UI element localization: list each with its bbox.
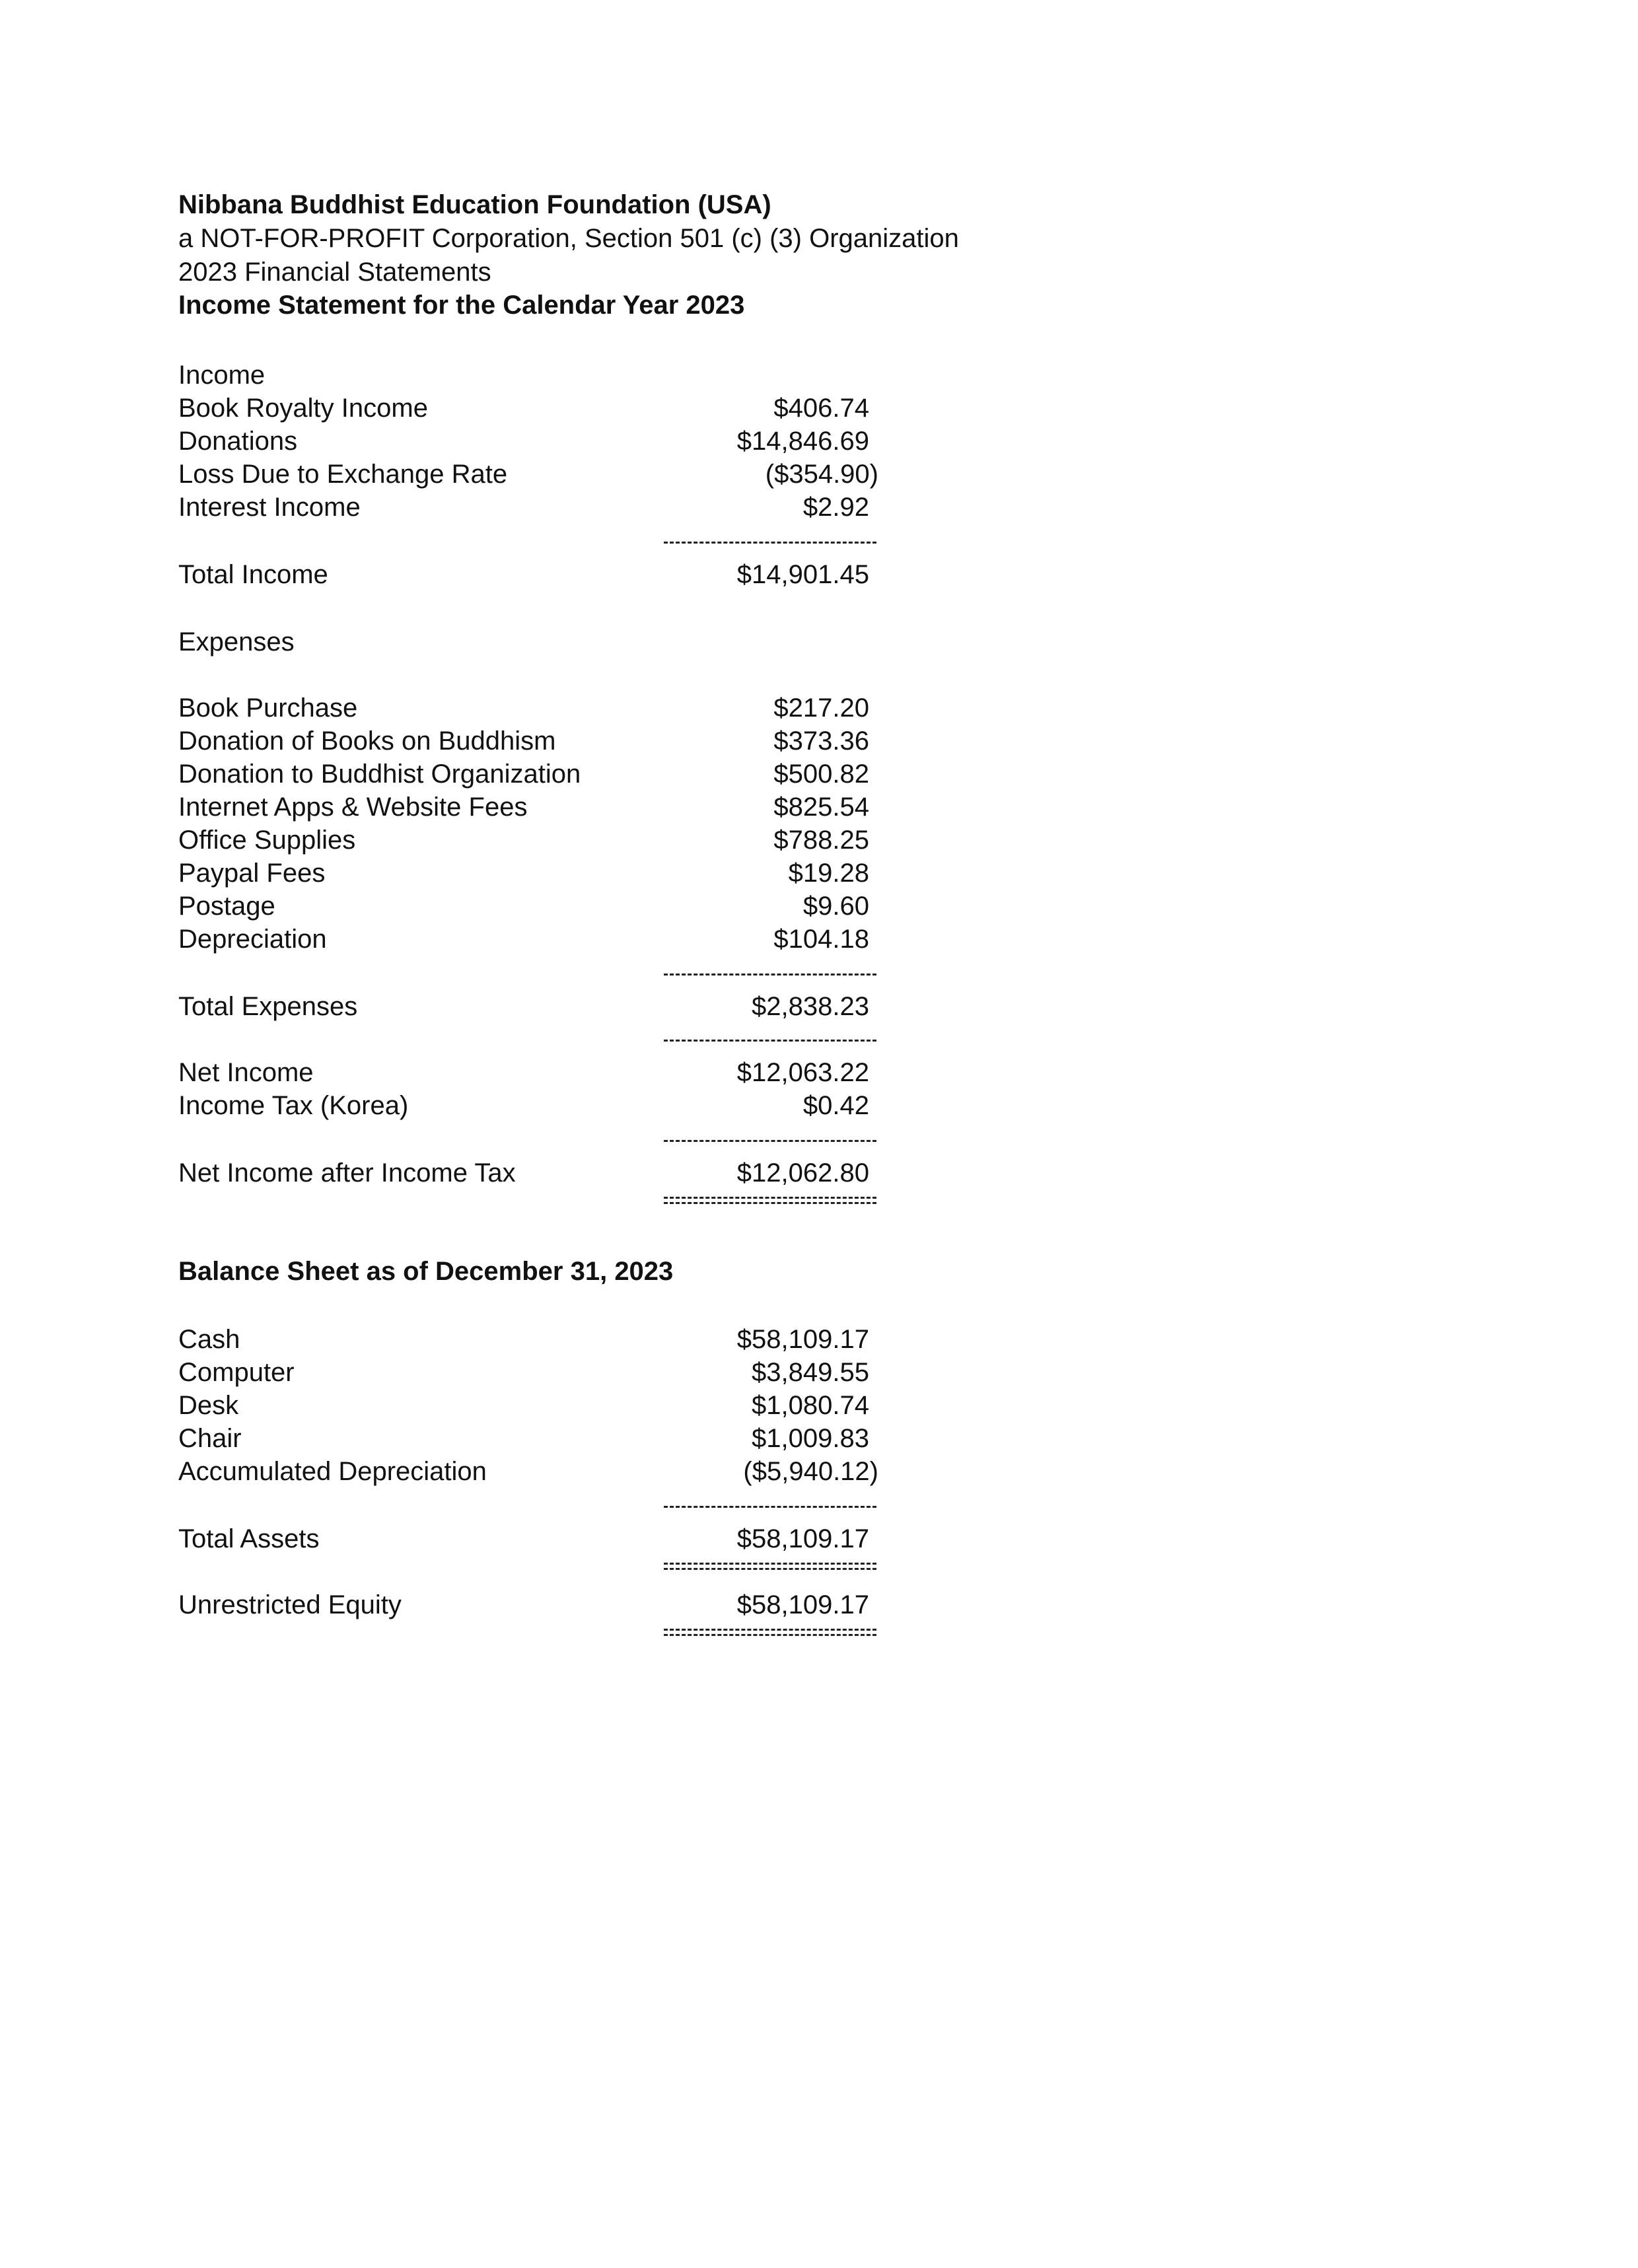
income-tax-row bbox=[178, 1089, 878, 1122]
income-row bbox=[178, 425, 878, 458]
row-label: Income Tax (Korea) bbox=[178, 1091, 409, 1120]
row-amount: $19.28 bbox=[788, 859, 869, 888]
row-amount: $104.18 bbox=[773, 925, 869, 954]
row-amount: $3,849.55 bbox=[752, 1358, 869, 1387]
unrestricted-equity-row bbox=[178, 1588, 878, 1621]
row-label: Paypal Fees bbox=[178, 859, 326, 888]
row-amount: $1,009.83 bbox=[752, 1424, 869, 1453]
row-amount: $0.42 bbox=[802, 1091, 869, 1120]
row-label: Chair bbox=[178, 1424, 242, 1453]
expense-row bbox=[178, 691, 878, 725]
row-amount: $2,838.23 bbox=[752, 992, 869, 1021]
row-label: Internet Apps & Website Fees bbox=[178, 793, 528, 822]
income-row bbox=[178, 392, 878, 425]
row-label: Depreciation bbox=[178, 925, 327, 954]
balance-row bbox=[178, 1422, 878, 1455]
row-label: Book Purchase bbox=[178, 693, 358, 723]
balance-row bbox=[178, 1323, 878, 1356]
row-label: Total Assets bbox=[178, 1524, 320, 1553]
total-assets-row bbox=[178, 1522, 878, 1555]
expense-row bbox=[178, 923, 878, 956]
row-label: Book Royalty Income bbox=[178, 394, 428, 423]
row-label: Interest Income bbox=[178, 493, 361, 522]
row-amount: ($5,940.12) bbox=[743, 1457, 878, 1486]
expense-row bbox=[178, 824, 878, 857]
row-label: Total Income bbox=[178, 560, 328, 589]
row-amount: $217.20 bbox=[773, 693, 869, 723]
row-amount: $12,062.80 bbox=[736, 1158, 869, 1187]
expense-row bbox=[178, 725, 878, 758]
expenses-heading: Expenses bbox=[178, 627, 295, 656]
row-amount: $58,109.17 bbox=[736, 1325, 869, 1354]
net-income-after-tax-row bbox=[178, 1156, 878, 1189]
row-amount: $406.74 bbox=[773, 394, 869, 423]
total-expenses-row bbox=[178, 990, 878, 1023]
subtotal-rule bbox=[664, 1032, 876, 1047]
row-amount: $788.25 bbox=[773, 826, 869, 855]
balance-sheet-title: Balance Sheet as of December 31, 2023 bbox=[178, 1257, 674, 1286]
row-amount: ($354.90) bbox=[765, 460, 878, 489]
row-label: Office Supplies bbox=[178, 826, 356, 855]
row-label: Net Income bbox=[178, 1058, 314, 1087]
row-amount: $12,063.22 bbox=[736, 1058, 869, 1087]
subtotal-rule bbox=[664, 966, 876, 981]
double-total-rule bbox=[664, 1193, 876, 1209]
income-heading: Income bbox=[178, 361, 266, 390]
row-label: Total Expenses bbox=[178, 992, 358, 1021]
double-total-rule bbox=[664, 1625, 876, 1641]
double-total-rule bbox=[664, 1559, 876, 1575]
expense-row bbox=[178, 890, 878, 923]
row-amount: $373.36 bbox=[773, 726, 869, 756]
total-income-row bbox=[178, 558, 878, 591]
org-type: a NOT-FOR-PROFIT Corporation, Section 501 (c) (3) Organization bbox=[178, 224, 959, 253]
row-label: Net Income after Income Tax bbox=[178, 1158, 516, 1187]
row-amount: $1,080.74 bbox=[752, 1391, 869, 1420]
row-amount: $14,901.45 bbox=[736, 560, 869, 589]
row-label: Donations bbox=[178, 427, 298, 456]
doc-title: 2023 Financial Statements bbox=[178, 258, 491, 287]
row-label: Cash bbox=[178, 1325, 240, 1354]
subtotal-rule bbox=[664, 1498, 876, 1514]
balance-row bbox=[178, 1389, 878, 1422]
subtotal-rule bbox=[664, 1132, 876, 1148]
row-label: Loss Due to Exchange Rate bbox=[178, 460, 508, 489]
row-amount: $58,109.17 bbox=[736, 1590, 869, 1619]
income-row bbox=[178, 458, 878, 491]
row-amount: $58,109.17 bbox=[736, 1524, 869, 1553]
row-amount: $825.54 bbox=[773, 793, 869, 822]
row-label: Accumulated Depreciation bbox=[178, 1457, 487, 1486]
row-amount: $2.92 bbox=[802, 493, 869, 522]
org-name: Nibbana Buddhist Education Foundation (USA) bbox=[178, 190, 771, 219]
row-amount: $500.82 bbox=[773, 760, 869, 789]
balance-row bbox=[178, 1455, 878, 1488]
row-label: Computer bbox=[178, 1358, 295, 1387]
row-label: Postage bbox=[178, 892, 275, 921]
income-statement-title: Income Statement for the Calendar Year 2023 bbox=[178, 291, 745, 320]
subtotal-rule bbox=[664, 534, 876, 549]
row-label: Donation to Buddhist Organization bbox=[178, 760, 581, 789]
row-label: Unrestricted Equity bbox=[178, 1590, 402, 1619]
balance-row bbox=[178, 1356, 878, 1389]
income-row bbox=[178, 491, 878, 524]
expense-row bbox=[178, 791, 878, 824]
row-amount: $14,846.69 bbox=[736, 427, 869, 456]
row-label: Desk bbox=[178, 1391, 239, 1420]
net-income-row bbox=[178, 1056, 878, 1089]
expense-row bbox=[178, 758, 878, 791]
row-label: Donation of Books on Buddhism bbox=[178, 726, 556, 756]
row-amount: $9.60 bbox=[802, 892, 869, 921]
expense-row bbox=[178, 857, 878, 890]
